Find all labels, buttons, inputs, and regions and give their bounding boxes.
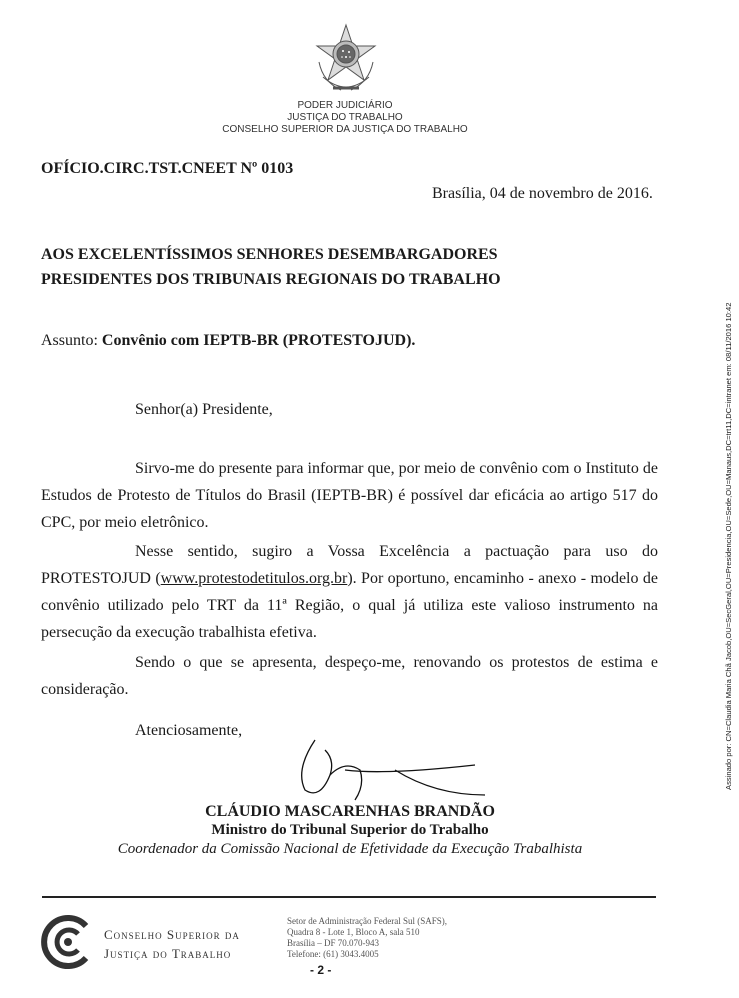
paragraph-2-text-a: Nesse sentido, sugiro a Vossa Excelência a pactuação para uso do PROTESTOJUD ( [41,543,658,587]
digital-signature-text: Assinado por: CN=Claudia Maria Chã Jacob,OU=SecGeral,OU=Presidencia,OU=Sede,OU=Manaus,DC=trt11,DC=intranet em: 08/11/2016 10:42 [724,302,733,790]
subject-line [41,332,415,350]
footer-info-1: Setor de Administração Federal Sul (SAFS), [287,916,447,926]
footer-info-2: Quadra 8 - Lote 1, Bloco A, sala 510 [287,927,420,937]
header-line-1: PODER JUDICIÁRIO [297,100,393,111]
document-date: Brasília, 04 de novembro de 2016. [432,185,653,202]
signer-coordination: Coordenador da Comissão Nacional de Efetividade da Execução Trabalhista [117,841,583,857]
paragraph-3 [41,649,658,703]
brazil-coat-of-arms-icon [313,22,379,100]
paragraph-1-text: Sirvo-me do presente para informar que, por meio de convênio com o Instituto de Estudos de Protesto de Títulos do Brasil (IEPTB-BR) é possível dar eficácia ao artigo 517 do CPC, por meio eletrônico. [41,460,658,531]
footer-info-4: Telefone: (61) 3043.4005 [287,949,379,959]
addressee-line-1: AOS EXCELENTÍSSIMOS SENHORES DESEMBARGADORES [41,246,498,263]
footer-org-line-2: Justiça do Trabalho [104,946,232,961]
paragraph-2-text-b: ). Por oportuno, encaminho - anexo - modelo de convênio utilizado pelo TRT da 11ª Região, o qual já utiliza este valioso instrumento na persecução da execução trabalhista efetiva. [41,570,658,641]
protestojud-link[interactable]: www.protestodetitulos.org.br [160,570,348,587]
document-reference: OFÍCIO.CIRC.TST.CNEET Nº 0103 [41,160,294,177]
subject-label: Assunto: [41,332,98,349]
signer-role: Ministro do Tribunal Superior do Trabalho [211,822,489,838]
subject-text: Convênio com IEPTB-BR (PROTESTOJUD). [101,332,416,349]
paragraph-1 [41,455,658,536]
paragraph-2 [41,538,658,646]
greeting: Senhor(a) Presidente, [135,401,273,418]
digital-signature-stamp [724,302,739,790]
footer-org-line-1: Conselho Superior da [104,927,240,942]
signer-name: CLÁUDIO MASCARENHAS BRANDÃO [205,803,495,820]
addressee-line-2: PRESIDENTES DOS TRIBUNAIS REGIONAIS DO TRABALHO [41,271,501,288]
csjt-logo-icon [40,914,96,970]
footer-info-3: Brasília – DF 70.070-943 [287,938,379,948]
paragraph-3-text: Sendo o que se apresenta, despeço-me, renovando os protestos de estima e consideração. [41,654,658,698]
page-number: - 2 - [310,963,332,977]
header-line-3: CONSELHO SUPERIOR DA JUSTIÇA DO TRABALHO [222,124,468,135]
footer-divider [42,896,656,898]
closing: Atenciosamente, [135,722,243,739]
header-line-2: JUSTIÇA DO TRABALHO [287,112,403,123]
handwritten-signature-icon [285,730,485,810]
